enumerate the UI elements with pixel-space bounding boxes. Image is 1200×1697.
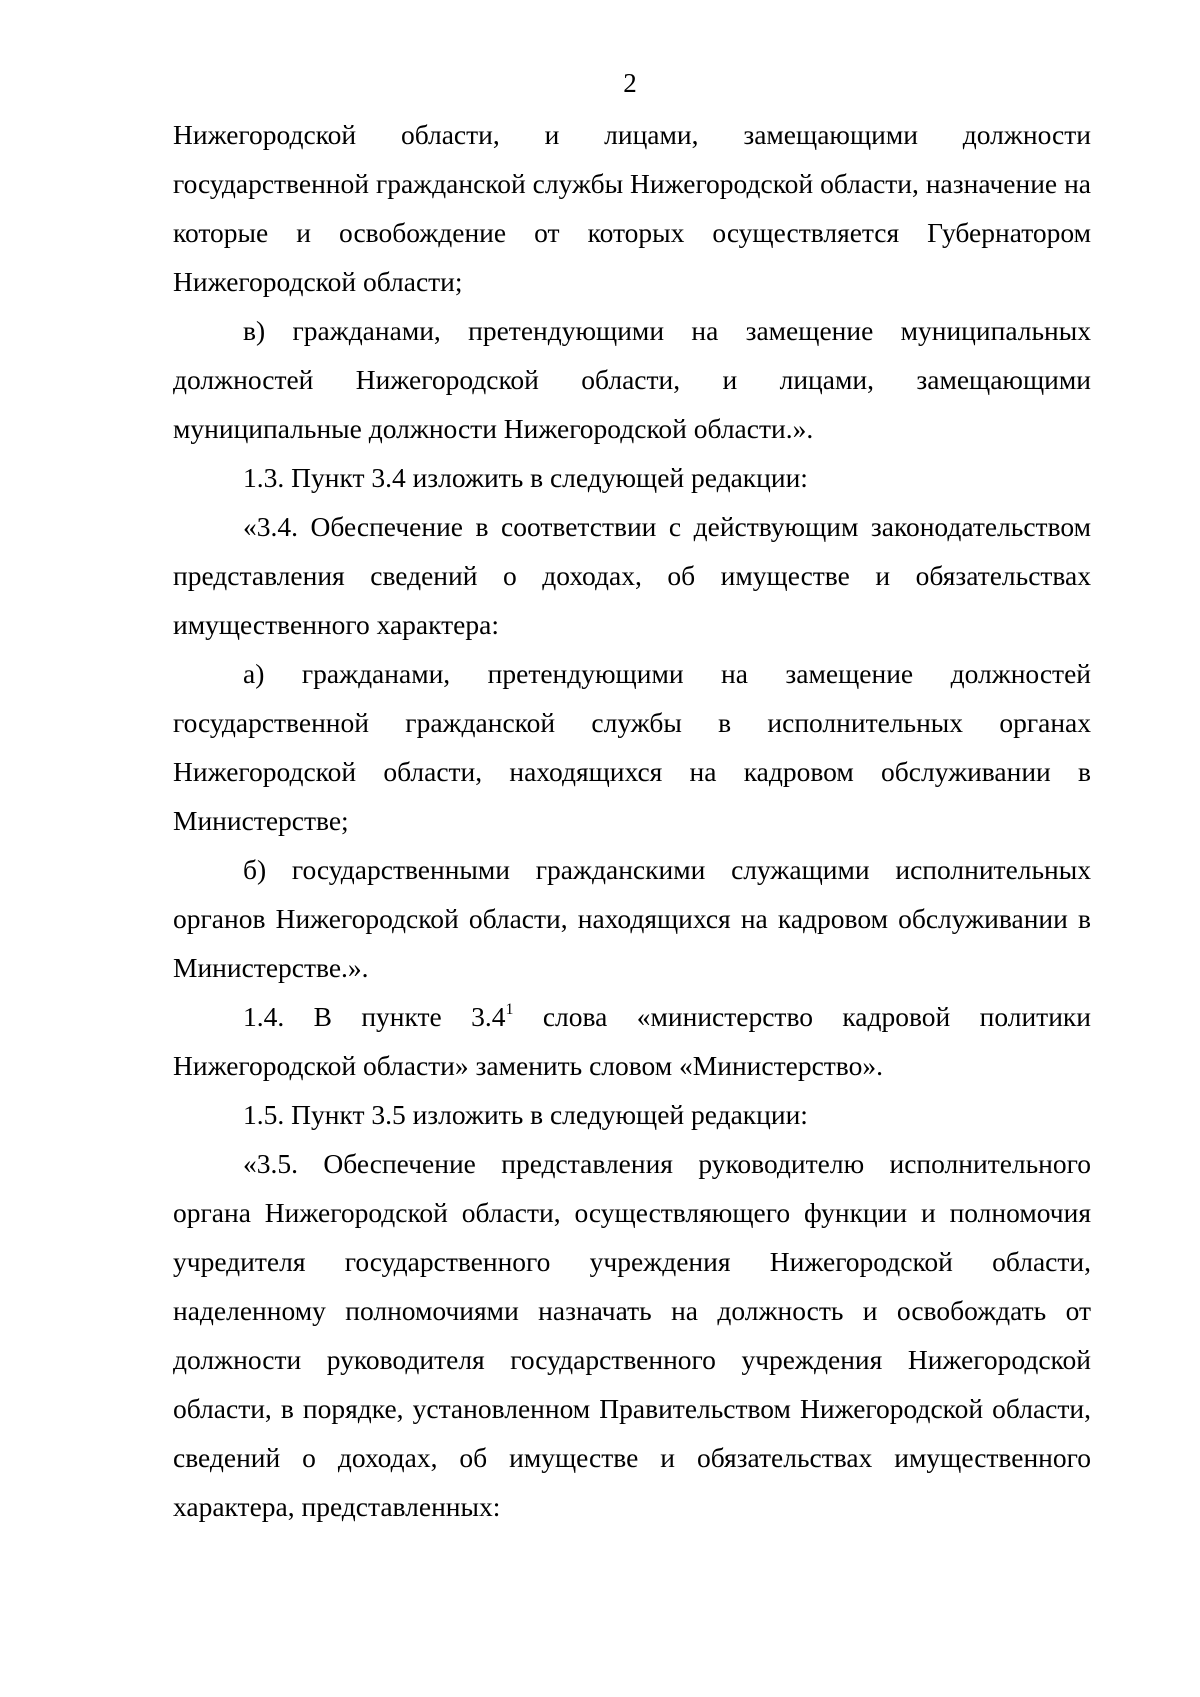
superscript-1: 1 — [505, 1001, 514, 1018]
paragraph-3-4-intro: «3.4. Обеспечение в соответствии с действующим законодательством представления сведений о доходах, об имуществе и обязательствах имущественного характера: — [173, 511, 1091, 640]
paragraph-1-3: 1.3. Пункт 3.4 изложить в следующей редакции: — [243, 462, 808, 493]
paragraph-1-4 — [173, 992, 1091, 1090]
paragraph-1-5: 1.5. Пункт 3.5 изложить в следующей редакции: — [243, 1099, 808, 1130]
paragraph-1-4-end: слова «министерство кадровой политики Нижегородской области» заменить словом «Министерство». — [173, 1001, 1091, 1081]
document-body — [173, 110, 1091, 1531]
paragraph-item-v: в) гражданами, претендующими на замещение муниципальных должностей Нижегородской области, и лицами, замещающими муниципальные должности Нижегородской области.». — [173, 315, 1091, 444]
paragraph-1-4-start: 1.4. В пункте 3.4 — [243, 1001, 506, 1032]
paragraph-3-5: «3.5. Обеспечение представления руководителю исполнительного органа Нижегородской области, осуществляющего функции и полномочия учредителя государственного учреждения Нижегородской области, наделенному полномочиями назначать на должность и освобождать от должности руководителя государственного учреждения Нижегородской области, в порядке, установленном Правительством Нижегородской области, сведений о доходах, об имуществе и обязательствах имущественного характера, представленных: — [173, 1148, 1091, 1522]
paragraph-continuation: Нижегородской области, и лицами, замещающими должности государственной гражданской службы Нижегородской области, назначение на которые и освобождение от которых осуществляется Губернатором Нижегородской области; — [173, 119, 1091, 297]
paragraph-item-b: б) государственными гражданскими служащими исполнительных органов Нижегородской области, находящихся на кадровом обслуживании в Министерстве.». — [173, 854, 1091, 983]
paragraph-item-a: а) гражданами, претендующими на замещение должностей государственной гражданской службы в исполнительных органах Нижегородской области, находящихся на кадровом обслуживании в Министерстве; — [173, 658, 1091, 836]
page-number: 2 — [623, 68, 637, 98]
